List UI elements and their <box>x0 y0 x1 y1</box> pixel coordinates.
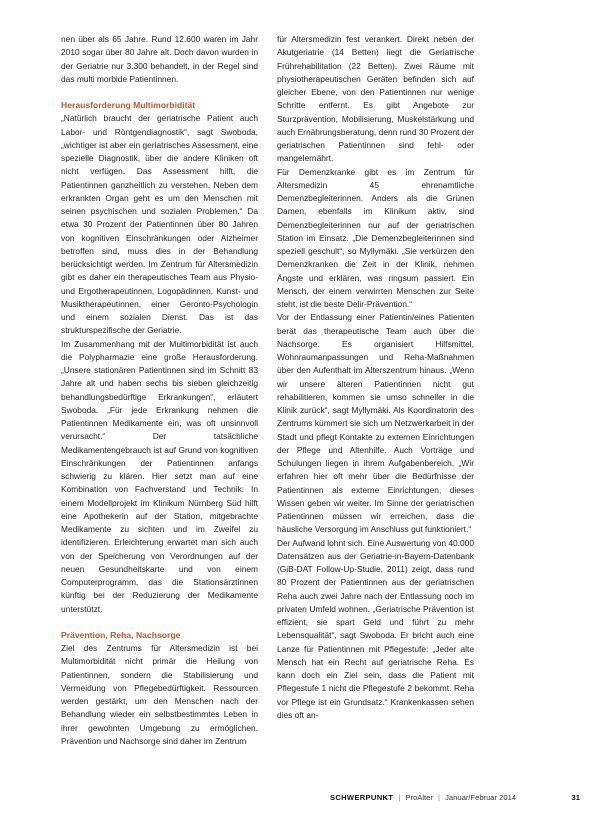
footer-separator: | <box>438 793 440 802</box>
section-heading: Prävention, Reha, Nachsorge <box>61 629 181 640</box>
footer-separator: | <box>398 793 401 802</box>
paragraph: Ziel des Zentrums für Altersmedizin ist bei Multimorbidität nicht primär die Heilung von Patientinnen, sondern die Stabilisierung und Vermeidung von Pflegebedürftigkeit. Ressourcen werden gestärkt, um den Menschen nach der Behandlung wieder ein selbstbestimmtes Leben in ihrer gewohnten Umgebung zu ermöglichen. Prävention und Nachsorge sind daher im Zentrum <box>61 643 258 746</box>
right-column <box>277 33 474 722</box>
page-footer <box>330 791 590 805</box>
left-column <box>61 33 258 748</box>
footer-issue: Januar/Februar 2014 <box>445 793 517 802</box>
page-number: 31 <box>571 793 580 802</box>
paragraph: „Natürlich braucht der geriatrische Patient auch Labor- und Röntgendiagnostik“, sagt Swoboda, „wichtiger ist aber ein geriatrisches Assessment, eine spezielle Diagnostik, über die andere Kliniken oft nicht verfügen. Das Assessment hilft, die Patientinnen ganzheitlich zu verstehen. Neben dem erkrankten Organ geht es um den Menschen mit seinen psychischen und sozialen Problemen.“ Da etwa 30 Prozent der Patientinnen über 80 Jahren von kognitiven Einschränkungen oder Alzheimer betroffen sind, muss dies in der Behandlung berücksichtigt werden. Im Zentrum für Altersmedizin gibt es daher ein therapeutisches Team aus Physio- und Ergotherapeutinnen, Logopädinnen, Kunst- und Musiktherapeutinnen, einer Geronto-Psychologin und einem sozialen Dienst. Das ist das strukturspezifische der Geriatrie. <box>61 113 258 336</box>
paragraph: Vor der Entlassung einer Patientin/eines Patienten berät das therapeutische Team auch über die Nachsorge. Es organisiert Hilfsmittel, Wohnraumanpassungen und Reha-Maßnahmen über den Aufenthalt im Alterszentrum hinaus. „Wenn wir unsere älteren Patientinnen nicht gut rehabilitieren, kommen sie umso schneller in die Klinik zurück“, sagt Myllymäki. Als Koordinatorin des Zentrums kümmert sie sich um Netzwerkarbeit in der Stadt und pflegt Kontakte zu externen Einrichtungen der Pflege und Altenhilfe. Auch Vorträge und Schulungen liegen in ihrem Aufgabenbereich. „Wir erfahren hier oft mehr über die Bedürfnisse der Patientinnen als externe Einrichtungen, dieses Wissen geben wir weiter. Im Sinne der geriatrischen Patientinnen müssen wir erreichen, dass die häusliche Versorgung im Anschluss gut funktioniert.“ <box>277 312 474 535</box>
paragraph: für Altersmedizin fest verankert. Direkt neben der Akutgeriatrie (14 Betten) liegt die Geriatrische Frührehabilitation (22 Betten). Zwei Räume mit physiotherapeutischen Geräten befinden sich auf gleicher Ebene, von den Patientinnen nur wenige Schritte entfernt. Es gibt Angebote zur Sturzprävention, Mobilisierung, Muskelstärkung und auch Ernährungsberatung, denn rund 30 Prozent der geriatrischen Patientinnen sind fehl- oder mangelernährt. <box>277 34 474 164</box>
footer-magazine: ProAlter <box>405 793 433 802</box>
paragraph: Der Aufwand lohnt sich. Eine Auswertung von 40.000 Datensätzen aus der Geriatrie-in-Bayern-Datenbank (GiB-DAT Follow-Up-Studie, 2011) zeigt, dass rund 80 Prozent der Patientinnen aus der geriatrischen Reha auch zwei Jahre nach der Entlassung noch im privaten Umfeld wohnen. „Geriatrische Prävention ist effizient, sie spart Geld und führt zu mehr Lebensqualität“, sagt Swoboda. Er bricht auch eine Lanze für Patientinnen mit Pflegestufe: „Jeder alte Mensch hat ein Recht auf geriatrische Reha. Es kann doch ein Ziel sein, dass die Patient mit Pflegestufe 1 nicht die Pflegestufe 2 bekommt. Reha vor Pflege ist ein Grundsatz.“ Krankenkassen sehen dies oft an- <box>277 537 474 720</box>
paragraph: Für Demenzkranke gibt es im Zentrum für Altersmedizin 45 ehrenamtliche Demenzbegleiterinnen. Anders als die Grünen Damen, ebenfalls im Klinikum aktiv, sind Demenzbegleiterinnen nur auf der geriatrischen Station im Einsatz. „Die Demenzbegleiterinnen sind speziell geschult“, so Myllymäki. „Sie verkürzen den Demenzkranken die Zeit in der Klinik, nehmen Ängste und erklären, was ringsum passiert. Ein Mensch, der einem verwirrten Menschen zur Seite steht, ist die beste Delir-Prävention.“ <box>277 166 474 309</box>
section-heading: Herausforderung Multimorbidität <box>61 100 196 110</box>
paragraph: Im Zusammenhang mit der Multimorbidität ist auch die Polypharmazie eine große Herausforderung. „Unsere stationären Patientinnen sind im Schnitt 83 Jahre alt und haben sechs bis sieben gleichzeitig behandlungsbedürftige Erkrankungen“, erläutert Swoboda. „Für jede Erkrankung nehmen die Patientinnen Medikamente ein, was oft unsinnvoll verursacht.“ Der tatsächliche Medikamentengebrauch ist auf Grund von kognitiven Einschränkungen der Patientinnen anfangs schwierig zu klären. Hier setzt man auf eine Kombination von Fachverstand und Technik: In einem Modellprojekt im Klinikum Nürnberg Süd hilft eine Apothekerin auf der Station, mitgebrachte Medikamente zu sichten und im Zweifel zu identifizieren. Erleichterung erwartet man sich auch von der Speicherung von Verordnungen auf der neuen Gesundheitskarte und von einem Computerprogramm, das die Stationsärztinnen künftig bei der Reduzierung der Medikamente unterstützt. <box>61 338 258 614</box>
paragraph: nen über als 65 Jahre. Rund 12.600 waren im Jahr 2010 sogar über 80 Jahre alt. Doch davon wurden in der Geriatrie nur 3.300 behandelt, in der Regel sind das multi morbide Patientinnen. <box>61 34 258 84</box>
footer-section: SCHWERPUNKT <box>330 793 394 802</box>
